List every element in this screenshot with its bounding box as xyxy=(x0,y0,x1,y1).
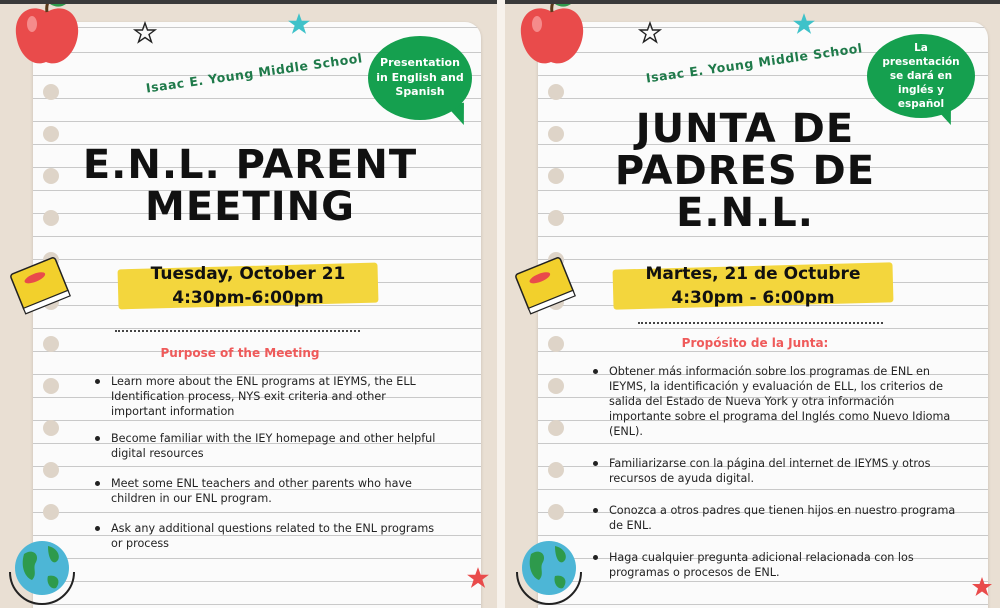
binder-hole xyxy=(548,420,564,436)
teal-star-icon xyxy=(287,12,311,36)
meeting-date: Martes, 21 de Octubre xyxy=(645,264,861,284)
title-line: E.N.L. PARENT xyxy=(82,142,418,188)
binder-hole xyxy=(43,504,59,520)
title-line: MEETING xyxy=(145,184,355,230)
english-flyer xyxy=(0,4,497,608)
red-star-icon xyxy=(466,566,490,590)
book-icon xyxy=(513,254,579,316)
list-item: Obtener más información sobre los programas de ENL en IEYMS, la identificación y evaluación de ELL, los criterios de salida del Estado de Nueva York y otra información importante sobre el programa del Inglés como Nuevo Idioma (ENL). xyxy=(591,364,959,439)
binder-hole xyxy=(548,462,564,478)
school-name: Isaac E. Young Middle School xyxy=(144,50,364,96)
list-item: Become familiar with the IEY homepage and other helpful digital resources xyxy=(93,431,443,461)
binder-hole xyxy=(43,126,59,142)
globe-icon xyxy=(2,532,82,608)
binder-hole xyxy=(43,336,59,352)
purpose-list xyxy=(93,374,443,551)
binder-hole xyxy=(43,462,59,478)
purpose-heading: Propósito de la Junta: xyxy=(681,336,829,350)
apple-icon xyxy=(515,4,589,72)
title-line: JUNTA DE xyxy=(635,106,855,152)
dotted-divider xyxy=(115,330,360,332)
star-outline-icon xyxy=(134,22,156,44)
binder-hole xyxy=(43,378,59,394)
binder-hole xyxy=(548,126,564,142)
spanish-flyer xyxy=(505,4,1000,608)
page-title xyxy=(60,144,440,228)
apple-icon xyxy=(10,4,84,72)
star-outline-icon xyxy=(639,22,661,44)
book-icon xyxy=(8,254,74,316)
binder-hole xyxy=(548,210,564,226)
date-time-block xyxy=(605,262,901,310)
globe-icon xyxy=(509,532,589,608)
binder-hole xyxy=(548,378,564,394)
list-item: Conozca a otros padres que tienen hijos en nuestro programa de ENL. xyxy=(591,503,959,533)
page-title xyxy=(585,108,905,234)
binder-hole xyxy=(43,420,59,436)
list-item: Ask any additional questions related to the ENL programs or process xyxy=(93,521,443,551)
binder-hole xyxy=(43,210,59,226)
list-item: Haga cualquier pregunta adicional relacionada con los programas o procesos de ENL. xyxy=(591,550,959,580)
language-speech-bubble: Presentation in English and Spanish xyxy=(368,36,472,120)
school-name: Isaac E. Young Middle School xyxy=(644,40,864,86)
binder-hole xyxy=(548,168,564,184)
meeting-date: Tuesday, October 21 xyxy=(150,264,346,284)
binder-hole xyxy=(43,168,59,184)
binder-hole xyxy=(548,84,564,100)
teal-star-icon xyxy=(792,12,816,36)
date-time-block xyxy=(110,262,386,310)
title-line: PADRES DE xyxy=(614,148,876,194)
dotted-divider xyxy=(638,322,883,324)
binder-hole xyxy=(548,336,564,352)
flyer-divider xyxy=(497,0,505,608)
purpose-list xyxy=(591,364,959,580)
language-speech-bubble: La presentación se dará en inglés y español xyxy=(867,34,975,118)
red-star-icon xyxy=(971,576,993,598)
binder-hole xyxy=(43,84,59,100)
binder-hole xyxy=(548,504,564,520)
list-item: Familiarizarse con la página del internet de IEYMS y otros recursos de ayuda digital. xyxy=(591,456,959,486)
meeting-time: 4:30pm - 6:00pm xyxy=(671,288,835,308)
meeting-time: 4:30pm-6:00pm xyxy=(172,288,324,308)
purpose-heading: Purpose of the Meeting xyxy=(160,346,320,360)
list-item: Meet some ENL teachers and other parents who have children in our ENL program. xyxy=(93,476,443,506)
list-item: Learn more about the ENL programs at IEYMS, the ELL Identification process, NYS exit criteria and other important information xyxy=(93,374,443,419)
title-line: E.N.L. xyxy=(676,190,814,236)
